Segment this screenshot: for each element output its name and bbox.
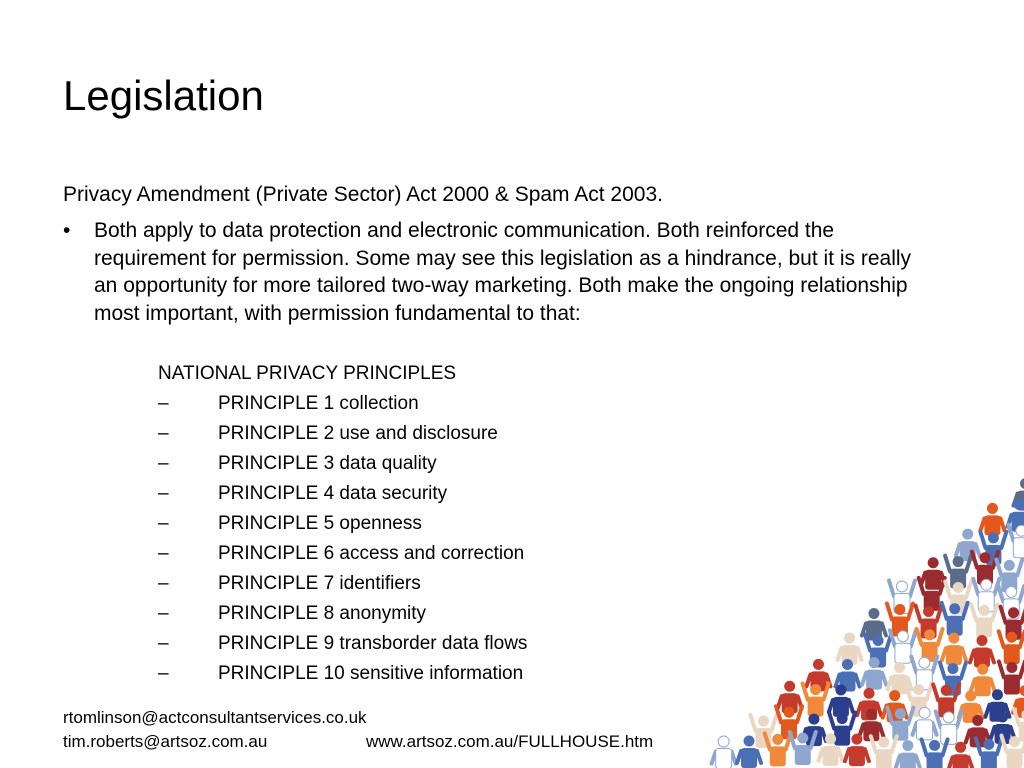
crowd-person-icon — [919, 578, 945, 611]
crowd-person-icon — [916, 606, 942, 639]
crowd-person-icon — [883, 690, 907, 723]
crowd-person-icon — [776, 706, 802, 739]
principles-heading: NATIONAL PRIVACY PRINCIPLES — [158, 363, 457, 384]
dash-marker: – — [158, 603, 169, 624]
crowd-person-icon — [819, 733, 843, 766]
crowd-person-icon — [976, 738, 1002, 768]
crowd-person-icon — [838, 633, 862, 666]
principle-label: PRINCIPLE 5 openness — [218, 513, 422, 534]
crowd-person-icon — [973, 579, 999, 612]
crowd-person-icon — [887, 708, 913, 741]
crowd-person-icon — [971, 664, 995, 697]
dash-marker: – — [158, 453, 169, 474]
crowd-person-icon — [1007, 499, 1024, 532]
crowd-person-icon — [1013, 478, 1024, 511]
crowd-person-icon — [871, 736, 897, 768]
crowd-person-icon — [936, 711, 962, 744]
crowd-person-icon — [949, 742, 973, 768]
crowd-person-icon — [806, 659, 830, 692]
crowd-person-icon — [942, 603, 968, 636]
crowd-person-icon — [921, 557, 945, 590]
crowd-person-icon — [942, 633, 966, 666]
crowd-person-icon — [803, 684, 829, 717]
principle-label: PRINCIPLE 9 transborder data flows — [218, 633, 528, 654]
dash-marker: – — [158, 393, 169, 414]
crowd-person-icon — [887, 604, 913, 637]
crowd-person-icon — [888, 662, 912, 695]
crowd-person-icon — [865, 635, 891, 668]
crowd-person-icon — [750, 715, 776, 748]
footer-email-1[interactable]: rtomlinson@actconsultantservices.co.uk — [63, 708, 367, 727]
crowd-person-icon — [890, 630, 916, 663]
dash-marker: – — [158, 513, 169, 534]
dash-marker: – — [158, 543, 169, 564]
crowd-person-icon — [1014, 709, 1024, 742]
footer-email-2[interactable]: tim.roberts@artsoz.com.au — [63, 732, 268, 751]
dash-marker: – — [158, 483, 169, 504]
slide-subtitle: Privacy Amendment (Private Sector) Act 2000 & Spam Act 2003. — [63, 183, 663, 206]
principle-label: PRINCIPLE 2 use and disclosure — [218, 423, 498, 444]
crowd-person-icon — [922, 739, 948, 768]
crowd-person-icon — [970, 635, 994, 668]
crowd-person-icon — [829, 713, 855, 746]
crowd-person-icon — [991, 711, 1015, 744]
crowd-person-icon — [712, 736, 736, 768]
principle-label: PRINCIPLE 10 sensitive information — [218, 663, 524, 684]
crowd-person-icon — [980, 532, 1006, 565]
crowd-person-icon — [765, 733, 791, 766]
crowd-person-icon — [790, 732, 816, 765]
principle-label: PRINCIPLE 3 data quality — [218, 453, 437, 474]
crowd-person-icon — [889, 580, 915, 613]
crowd-person-icon — [998, 586, 1024, 619]
crowd-person-icon — [1001, 607, 1024, 640]
dash-marker: – — [158, 573, 169, 594]
dash-marker: – — [158, 663, 169, 684]
crowd-person-icon — [956, 529, 980, 562]
footer-website[interactable]: www.artsoz.com.au/FULLHOUSE.htm — [366, 732, 654, 751]
crowd-person-icon — [933, 684, 959, 717]
crowd-person-icon — [971, 604, 997, 637]
crowd-person-icon — [1008, 525, 1024, 558]
crowd-person-icon — [911, 657, 937, 690]
crowd-person-icon — [862, 608, 886, 641]
crowd-person-icon — [857, 688, 881, 721]
crowd-person-icon — [959, 690, 983, 723]
principle-label: PRINCIPLE 1 collection — [218, 393, 419, 414]
crowd-person-icon — [862, 657, 886, 690]
crowd-person-icon — [913, 707, 937, 740]
principle-label: PRINCIPLE 6 access and correction — [218, 543, 525, 564]
crowd-person-icon — [1001, 736, 1024, 768]
dash-marker: – — [158, 633, 169, 654]
principle-label: PRINCIPLE 4 data security — [218, 483, 448, 504]
slide-title: Legislation — [63, 72, 264, 119]
principle-label: PRINCIPLE 8 anonymity — [218, 603, 427, 624]
crowd-person-icon — [985, 689, 1009, 722]
crowd-person-icon — [945, 556, 971, 589]
crowd-person-icon — [940, 663, 966, 696]
crowd-person-icon — [802, 714, 826, 747]
crowd-person-icon — [972, 552, 998, 585]
bullet-paragraph — [63, 217, 933, 327]
crowd-person-icon — [737, 735, 761, 768]
crowd-person-icon — [906, 684, 932, 717]
bullet-marker: • — [63, 219, 71, 242]
dash-marker: – — [158, 423, 169, 444]
crowd-person-icon — [999, 631, 1024, 664]
crowd-person-icon — [980, 503, 1004, 536]
crowd-person-icon — [966, 715, 990, 748]
bullet-text: Both apply to data protection and electronic communication. Both reinforced the requirement for permission. Some may see this legislation as a hindrance, but it is really an opportunity for more tailored two-way marketing. Both make the ongoing relationship most important, with permission fundamental to that: — [94, 219, 912, 325]
crowd-person-icon — [896, 740, 920, 768]
crowd-person-icon — [778, 681, 802, 714]
crowd-person-icon — [945, 582, 971, 615]
crowd-person-icon — [845, 734, 869, 767]
crowd-person-icon — [835, 659, 859, 692]
crowd-person-icon — [829, 684, 853, 717]
crowd-person-icon — [999, 661, 1024, 694]
crowd-person-icon — [996, 559, 1022, 592]
crowd-person-icon — [917, 629, 943, 662]
crowd-person-icon — [1013, 685, 1024, 718]
crowd-person-icon — [859, 709, 883, 742]
principle-label: PRINCIPLE 7 identifiers — [218, 573, 421, 594]
